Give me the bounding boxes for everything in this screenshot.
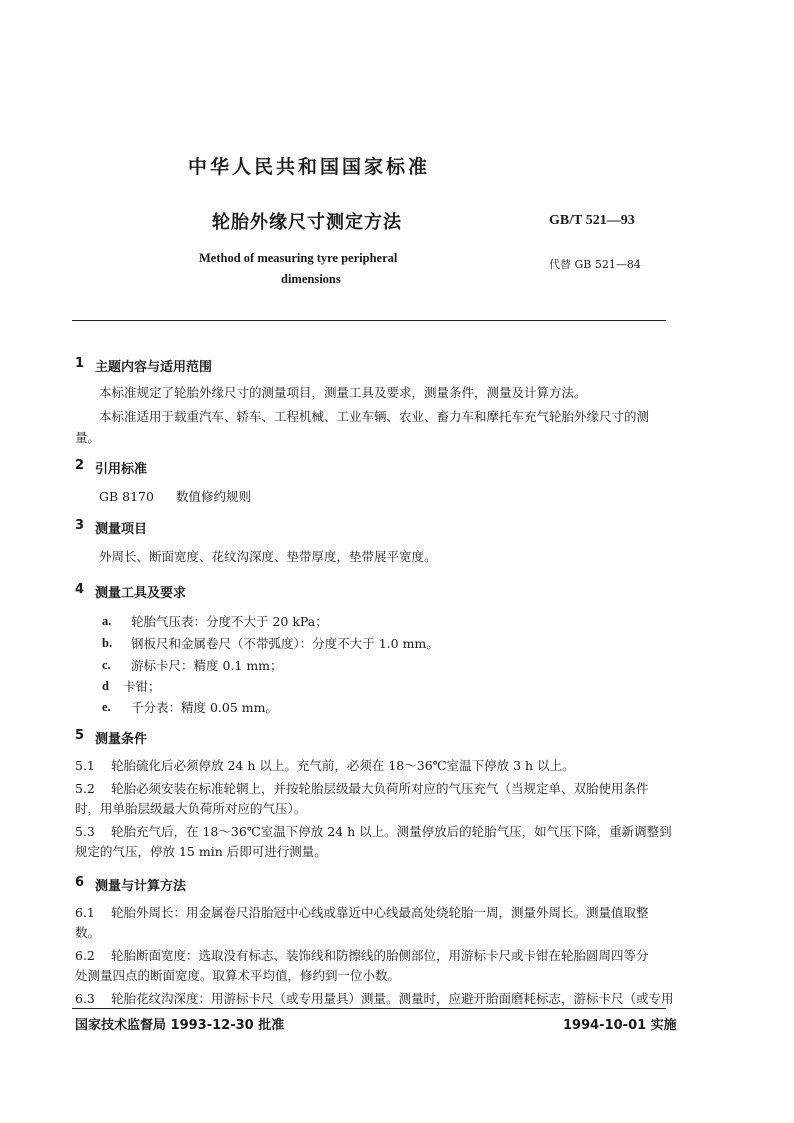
clause-5-2-line2: 时，用单胎层级最大负荷所对应的气压）。	[75, 801, 307, 816]
clause-6-2-number: 6.2	[75, 948, 95, 963]
list-item-text: 卡钳；	[123, 679, 161, 694]
list-item-label: d	[102, 679, 109, 693]
header-divider	[72, 320, 666, 321]
clause-6-2-line1: 轮胎断面宽度：选取没有标志、装饰线和防擦线的胎侧部位，用游标卡尺或卡钳在轮胎圆周四等分	[111, 948, 649, 963]
implementation-date: 1994-10-01 实施	[563, 1018, 677, 1033]
replaces-note: 代替 GB 521—84	[549, 258, 641, 271]
section-1-para-2-line1: 本标准适用于载重汽车、轿车、工程机械、工业车辆、农业、畜力车和摩托车充气轮胎外缘尺寸的测	[99, 409, 650, 424]
section-2-number: 2	[75, 458, 85, 473]
standard-title-en-line2: dimensions	[281, 272, 341, 286]
standard-title-cn: 轮胎外缘尺寸测定方法	[212, 212, 402, 233]
clause-5-1-text: 轮胎硫化后必须停放 24 h 以上。充气前，必须在 18～36℃室温下停放 3 h 以上。	[111, 758, 575, 773]
section-1-number: 1	[75, 356, 85, 371]
clause-6-3-number: 6.3	[75, 991, 95, 1006]
clause-5-3-line1: 轮胎充气后，在 18～36℃室温下停放 24 h 以上。测量停放后的轮胎气压，如气压下降，重新调整到	[111, 824, 672, 839]
clause-6-3-line1: 轮胎花纹沟深度：用游标卡尺（或专用量具）测量。测量时，应避开胎面磨耗标志，游标卡尺（或专用	[111, 991, 674, 1006]
section-1-para-2-line2: 量。	[75, 430, 101, 445]
clause-6-1-line2: 数。	[75, 925, 101, 940]
list-item-label: e.	[102, 700, 111, 714]
clause-5-2-line1: 轮胎必须安装在标准轮辋上，并按轮胎层级最大负荷所对应的气压充气（当规定单、双胎使用条件	[111, 781, 649, 796]
list-item-text: 轮胎气压表：分度不大于 20 kPa；	[131, 614, 328, 629]
footer-divider	[72, 1008, 666, 1009]
clause-5-3-line2: 规定的气压，停放 15 min 后即可进行测量。	[75, 844, 327, 859]
clause-6-2-line2: 处测量四点的断面宽度。取算术平均值，修约到一位小数。	[75, 968, 401, 983]
reference-code: GB 8170	[99, 489, 154, 504]
section-3-para-1: 外周长、断面宽度、花纹沟深度、垫带厚度，垫带展平宽度。	[99, 549, 437, 564]
section-4-number: 4	[75, 582, 85, 597]
reference-name: 数值修约规则	[176, 489, 252, 504]
section-6-title: 测量与计算方法	[95, 879, 187, 894]
standard-title-en-line1: Method of measuring tyre peripheral	[199, 251, 398, 265]
list-item-text: 游标卡尺：精度 0.1 mm；	[131, 658, 283, 673]
national-standard-heading: 中华人民共和国国家标准	[188, 156, 431, 178]
section-4-title: 测量工具及要求	[95, 586, 187, 601]
section-3-number: 3	[75, 518, 85, 533]
section-5-number: 5	[75, 728, 85, 743]
list-item-text: 钢板尺和金属卷尺（不带弧度）：分度不大于 1.0 mm。	[131, 636, 439, 651]
standard-code: GB/T 521—93	[549, 213, 635, 228]
list-item-text: 千分表：精度 0.05 mm。	[131, 700, 278, 715]
clause-6-1-line1: 轮胎外周长：用金属卷尺沿胎冠中心线或靠近中心线最高处绕轮胎一周，测量外周长。测量值取整	[111, 905, 649, 920]
section-2-title: 引用标准	[95, 462, 148, 477]
section-1-title: 主题内容与适用范围	[95, 360, 213, 375]
clause-5-2-number: 5.2	[75, 781, 95, 796]
section-6-number: 6	[75, 875, 85, 890]
list-item-label: c.	[102, 658, 111, 672]
clause-5-1-number: 5.1	[75, 758, 95, 773]
approval-statement: 国家技术监督局 1993-12-30 批准	[75, 1018, 285, 1033]
clause-6-1-number: 6.1	[75, 905, 95, 920]
list-item-label: a.	[102, 614, 112, 628]
section-3-title: 测量项目	[95, 522, 148, 537]
section-5-title: 测量条件	[95, 732, 148, 747]
section-1-para-1: 本标准规定了轮胎外缘尺寸的测量项目，测量工具及要求，测量条件，测量及计算方法。	[99, 385, 587, 400]
list-item-label: b.	[102, 636, 113, 650]
clause-5-3-number: 5.3	[75, 824, 95, 839]
